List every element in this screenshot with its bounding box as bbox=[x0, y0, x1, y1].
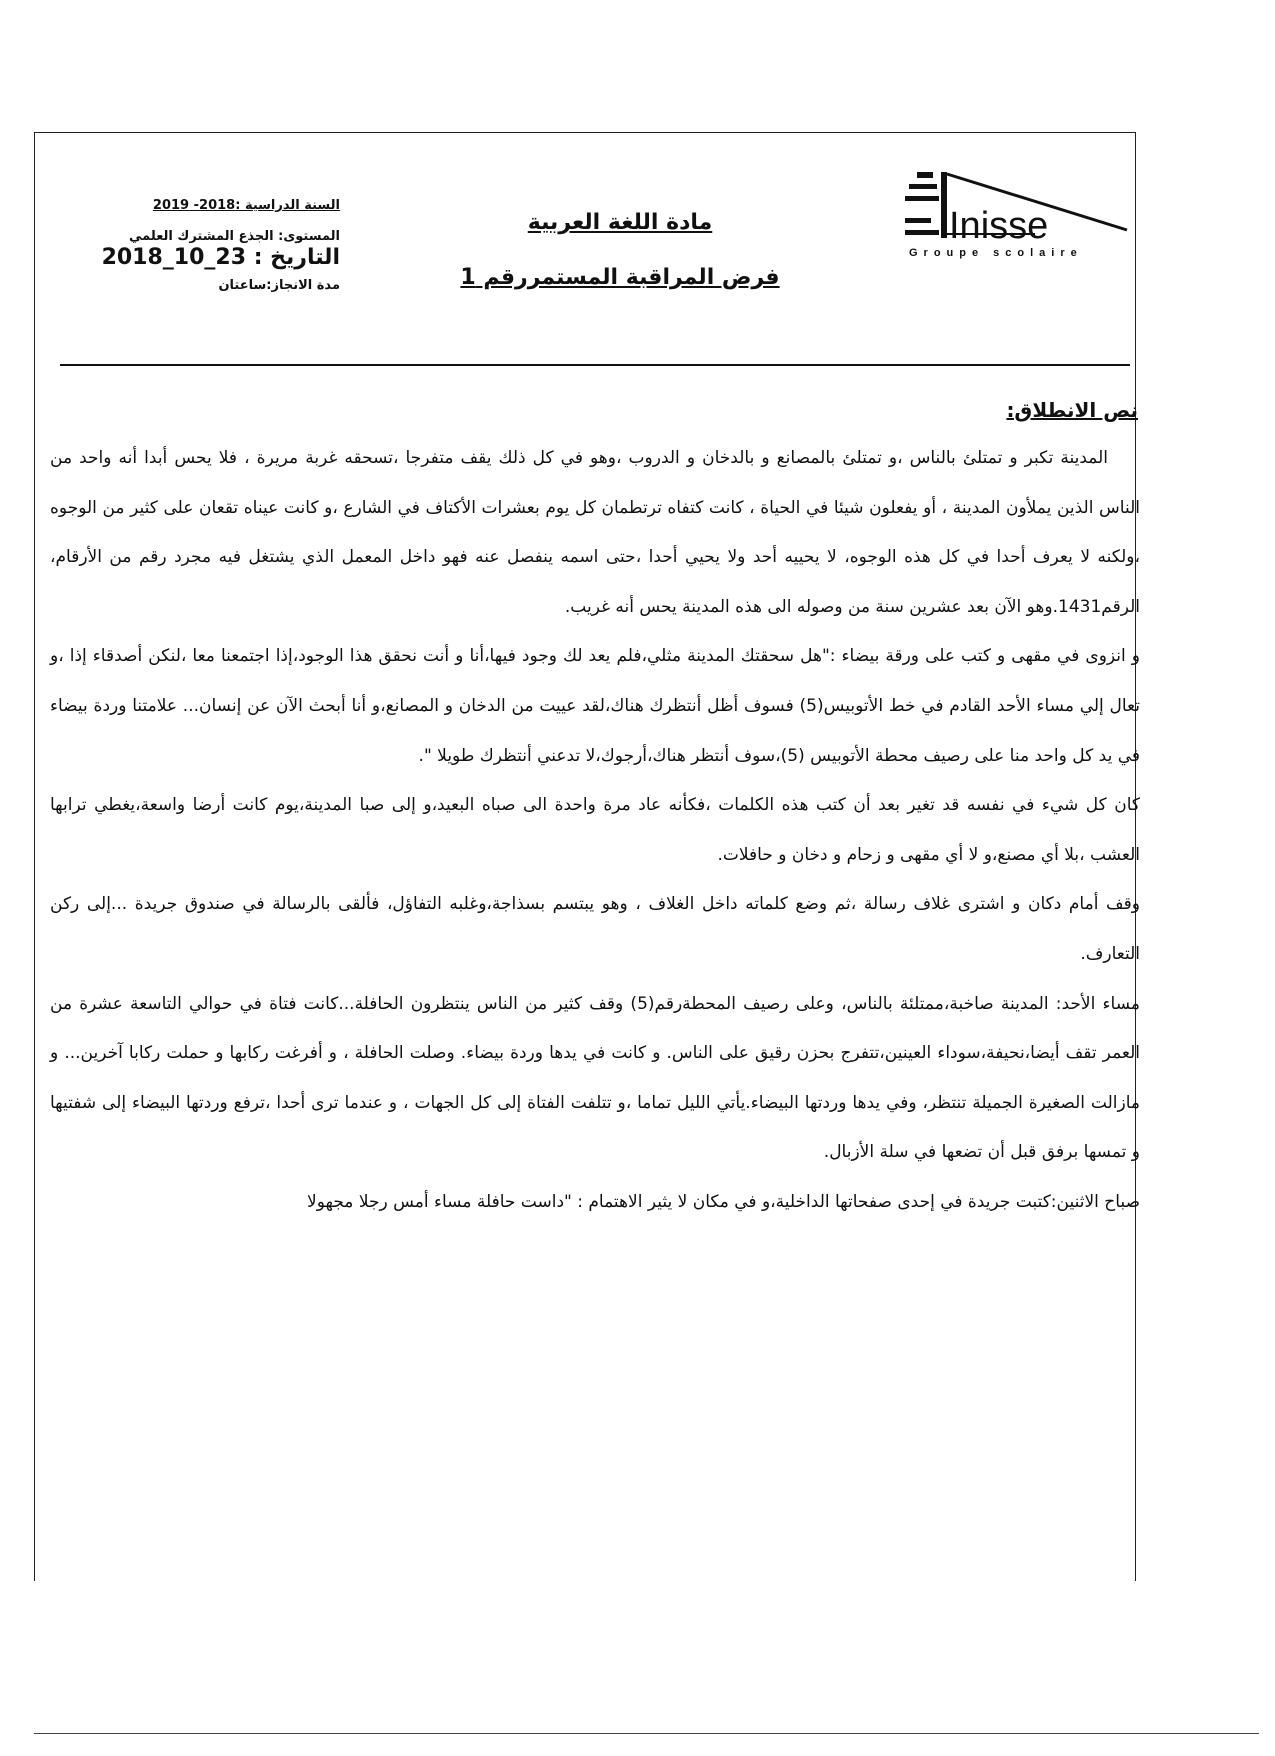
paragraph: وقف أمام دكان و اشترى غلاف رسالة ،ثم وضع كلماته داخل الغلاف ، وهو يبتسم بسذاجة،وغلبه التفاؤل، فألقى بالرسالة في صندوق جريدة ...إلى ركن التعارف. bbox=[50, 894, 1140, 964]
paragraph: و انزوى في مقهى و كتب على ورقة بيضاء :"هل سحقتك المدينة مثلي،فلم يعد لك وجود فيها،أنا و أنت نحقق هذا الوجود،إذا اجتمعنا معا ،لنكن أصدقاء إذا ،و تعال إلي مساء الأحد القادم في خط الأتوبيس(5) فسوف أظل أنتظرك هناك،لقد عييت من الدخان و المصانع،و أنا أبحث الآن عن إنسان... علامتنا وردة بيضاء في يد كل واحد منا على رصيف محطة الأتوبيس (5)،سوف أنتظر هناك،أرجوك،لا تدعني أنتظرك طويلا ". bbox=[50, 646, 1140, 766]
exam-duration: مدة الانجاز:ساعتان bbox=[218, 278, 340, 294]
exam-date: التاريخ : 23_10_2018 bbox=[101, 244, 340, 270]
exam-title-block bbox=[420, 210, 820, 290]
subject-title: مادة اللغة العربية bbox=[527, 210, 713, 235]
exam-meta bbox=[40, 198, 340, 295]
logo-wordmark: Inisse bbox=[949, 205, 1049, 247]
text-body bbox=[50, 398, 1140, 1228]
section-title: نص الانطلاق: bbox=[1006, 398, 1138, 422]
paragraph: صباح الاثنين:كتبت جريدة في إحدى صفحاتها الداخلية،و في مكان لا يثير الاهتمام : "داست حافلة مساء أمس رجلا مجهولا bbox=[307, 1191, 1140, 1212]
paragraph: مساء الأحد: المدينة صاخبة،ممتلئة بالناس، وعلى رصيف المحطةرقم(5) وقف كثير من الناس ينتظرون الحافلة...كانت فتاة في حوالي التاسعة عشرة من العمر تقف أيضا،نحيفة،سوداء العينين،تتفرج بحزن رقيق على الناس. و كانت في يدها وردة بيضاء. وصلت الحافلة ، و أفرغت ركابها و حملت ركابا آخرين... و مازالت الصغيرة الجميلة تنتظر، وفي يدها وردتها البيضاء.يأتي الليل تماما ،و تتلفت الفتاة إلى كل الجهات ، و عندما ترى أحدا ،ترفع وردتها البيضاء إلى شفتيها و تمسها برفق قبل أن تضعها في سلة الأزبال. bbox=[50, 993, 1140, 1163]
bottom-rule bbox=[34, 1733, 1259, 1734]
paragraph: المدينة تكبر و تمتلئ بالناس ،و تمتلئ بالمصانع و بالدخان و الدروب ،وهو في كل ذلك يقف متفرجا ،تسحقه غربة مريرة ، فلا يحس أبدا أنه واحد من الناس الذين يملأون المدينة ، أو يفعلون شيئا في الحياة ، كانت كتفاه ترتطمان كل يوم بعشرات الأكتاف في الشارع ،و كانت عيناه تقعان على كثير من الوجوه ،ولكنه لا يعرف أحدا في كل هذه الوجوه، لا يحييه أحد ولا يحيي أحدا ،حتى اسمه ينفصل عنه فهو داخل المعمل الذي يشتغل فيه مجرد رقم من الأرقام، الرقم1431.وهو الآن بعد عشرين سنة من وصوله الى هذه المدينة يحس أنه غريب. bbox=[50, 448, 1140, 617]
class-level: المستوى: الجذع المشترك العلمي bbox=[129, 228, 340, 244]
paragraph: كان كل شيء في نفسه قد تغير بعد أن كتب هذه الكلمات ،فكأنه عاد مرة واحدة الى صباه البعيد،و إلى صبا المدينة،يوم كانت أرضا واسعة،يغطي ترابها العشب ،بلا أي مصنع،و لا أي مقهى و زحام و دخان و حافلات. bbox=[50, 795, 1140, 865]
exam-title: فرض المراقبة المستمررقم 1 bbox=[460, 265, 780, 290]
school-year: السنة الدراسية :2018- 2019 bbox=[152, 198, 340, 213]
school-logo bbox=[905, 170, 1130, 290]
header-divider bbox=[60, 364, 1130, 366]
logo-tagline: Groupe scolaire bbox=[909, 247, 1083, 259]
